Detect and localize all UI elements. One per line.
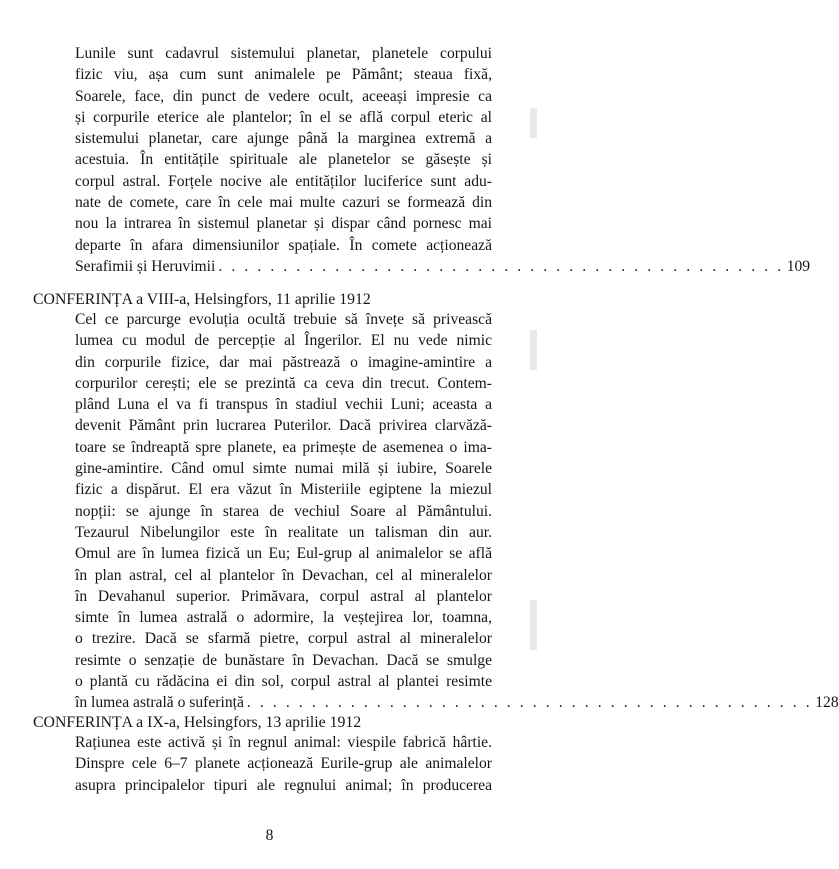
summary-block-1 (75, 43, 811, 277)
summary-line: toare se îndreaptă spre planete, ea primește de asemenea o ima- (75, 438, 492, 456)
toc-entry-line (75, 256, 811, 277)
summary-line: fizic a dispărut. El era văzut în Misteriile egiptene la miezul (75, 481, 492, 499)
page-reference: 109 (786, 257, 811, 275)
section-heading: CONFERINȚA a VIII-a, Helsingfors, 11 aprilie 1912 (33, 291, 371, 308)
page-number: 8 (265, 827, 274, 844)
summary-line: plând Luna el va fi transpus în stadiul vechii Luni; aceasta a (75, 396, 492, 414)
summary-line: Serafimii și Heruvimii (75, 257, 216, 275)
summary-block-2 (75, 309, 839, 714)
summary-line: asupra principalelor tipuri ale regnului animal; în producerea (75, 776, 492, 794)
summary-line: sistemului planetar, care ajunge până la marginea extremă a (75, 130, 492, 148)
summary-line: nopții: se ajunge în starea de vechiul Soare al Pământului. (75, 502, 492, 520)
summary-line: Soarele, face, din punct de vedere ocult, aceeași impresie ca (75, 87, 492, 105)
summary-line: Cel ce parcurge evoluția ocultă trebuie să învețe să privească (75, 311, 492, 328)
toc-entry-line (75, 692, 839, 713)
summary-line: o plantă cu rădăcina ei din sol, corpul astral al plantei resimte (75, 673, 492, 691)
summary-line: nou la intrarea în sistemul planetar și dispar când pornesc mai (75, 215, 492, 233)
dot-leader: . . . . . . . . . . . . . . . . . . . . . . . . . . . . . . . . . . . . . . . . . . . . (246, 694, 813, 712)
summary-line: o trezire. Dacă se sfarmă pietre, corpul astral al mineralelor (75, 630, 492, 648)
bleed-through-mark (530, 330, 537, 370)
summary-line: Omul are în lumea fizică un Eu; Eul-grup al animalelor se află (75, 545, 492, 563)
summary-line: nate de comete, care în cele mai multe cazuri se formează din (75, 194, 492, 212)
summary-line: acestuia. În entitățile spirituale ale planetelor se găsește și (75, 151, 492, 169)
summary-line: în Devahanul superior. Primăvara, corpul astral al plantelor (75, 587, 492, 605)
summary-line: corpurilor cerești; ele se prezintă ca ceva din trecut. Contem- (75, 374, 492, 392)
summary-line: gine-amintire. Când omul simte numai milă și iubire, Soarele (75, 460, 492, 478)
summary-line: Rațiunea este activă și în regnul animal: viespile fabrică hârtie. (75, 734, 492, 751)
summary-line: devenit Pământ prin lucrarea Puterilor. Dacă privirea clarvăză- (75, 417, 492, 435)
bleed-through-mark (530, 600, 537, 650)
section-heading: CONFERINȚA a IX-a, Helsingfors, 13 aprilie 1912 (33, 714, 362, 731)
bleed-through-mark (530, 108, 537, 138)
summary-line: în plan astral, cel al plantelor în Devachan, cel al mineralelor (75, 566, 492, 584)
summary-line: și corpurile eterice ale plantelor; în el se află corpul eteric al (75, 108, 492, 126)
summary-line: în lumea astrală o suferință (75, 694, 244, 712)
summary-block-3 (75, 732, 492, 796)
summary-line: resimte o senzație de bunăstare în Devachan. Dacă se smulge (75, 651, 492, 669)
summary-line: Tezaurul Nibelungilor este în realitate un talisman din aur. (75, 523, 492, 541)
summary-line: corpul astral. Forțele nocive ale entităților luciferice sunt adu- (75, 172, 492, 190)
summary-line: din corpurile fizice, dar mai păstrează o imagine-amintire a (75, 353, 492, 371)
dot-leader: . . . . . . . . . . . . . . . . . . . . . . . . . . . . . . . . . . . . . . . . . . . . (218, 257, 784, 275)
summary-line: departe în afara dimensiunilor spațiale. În comete acționează (75, 236, 492, 254)
page-reference: 128 (815, 694, 839, 712)
summary-line: fizic viu, așa cum sunt animalele pe Pământ; steaua fixă, (75, 66, 492, 84)
summary-line: Dinspre cele 6–7 planete acționează Eurile-grup ale animalelor (75, 755, 492, 773)
summary-line: simte în lumea astrală o adormire, la veștejirea lor, toamna, (75, 609, 492, 627)
summary-line: Lunile sunt cadavrul sistemului planetar, planetele corpului (75, 45, 492, 62)
summary-line: lumea cu modul de percepție al Îngerilor. El nu vede nimic (75, 332, 492, 350)
